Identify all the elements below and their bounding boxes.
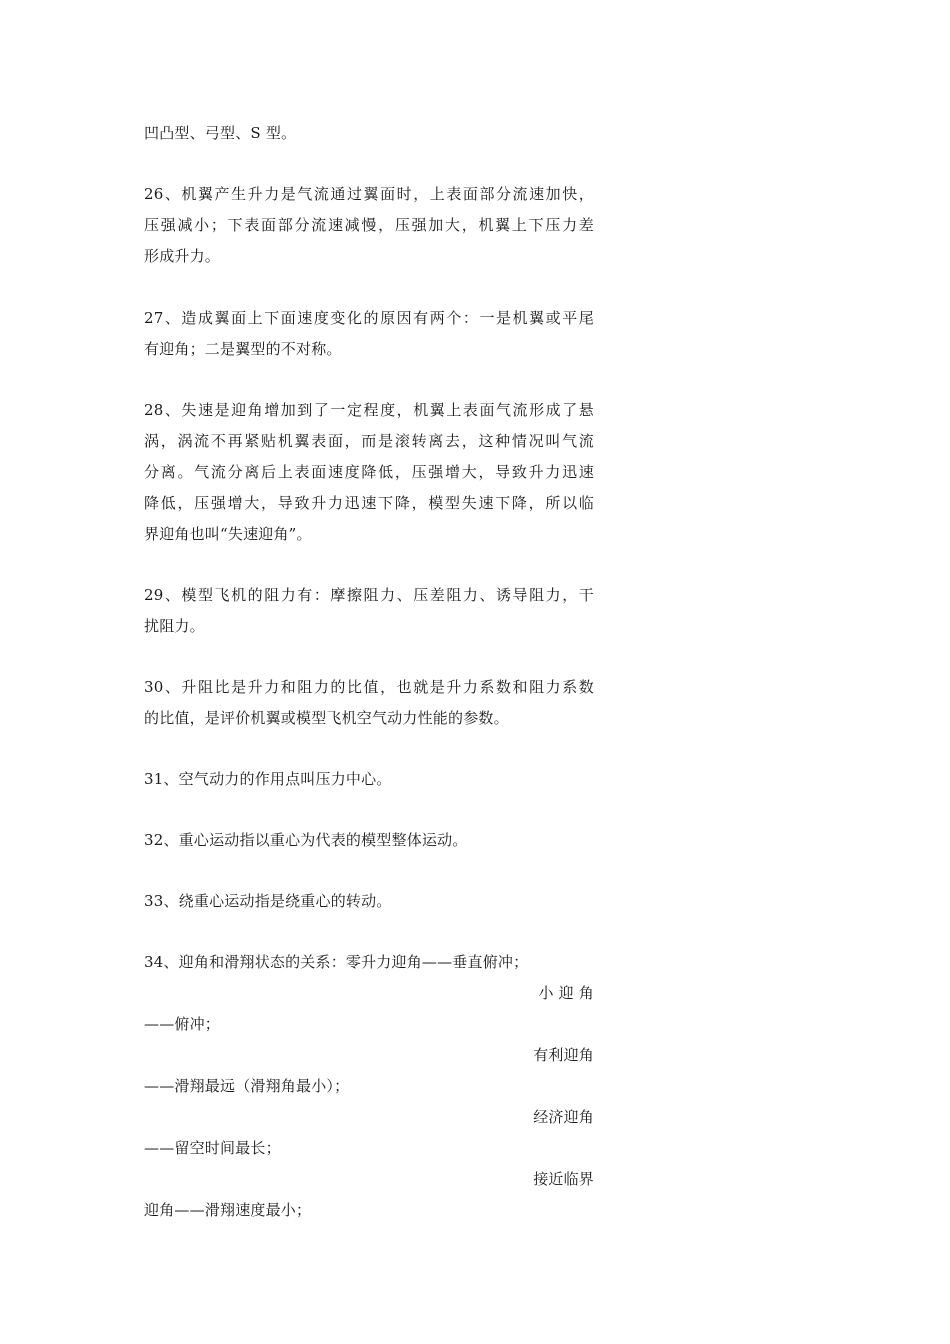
text-line-item-28-cont: 分离。气流分离后上表面速度降低，压强增大，导致升力迅速 [144, 463, 594, 481]
text-line-item-34-farthest-glide: ——滑翔最远（滑翔角最小）； [144, 1077, 350, 1095]
text-line-item-26: 26、机翼产生升力是气流通过翼面时，上表面部分流速加快， [144, 185, 594, 203]
text-line-item-30-end: 的比值，是评价机翼或模型飞机空气动力性能的参数。 [144, 709, 509, 727]
text-line-item-27: 27、造成翼面上下面速度变化的原因有两个：一是机翼或平尾 [144, 309, 594, 327]
text-line-item-29: 29、模型飞机的阻力有：摩擦阻力、压差阻力、诱导阻力，干 [144, 586, 594, 604]
text-line-item-34-small-aoa: 小 迎 角 [538, 984, 594, 1002]
text-line-item-34-dive: ——俯冲； [144, 1015, 221, 1033]
text-line-item-28-cont: 涡，涡流不再紧贴机翼表面，而是滚转离去，这种情况叫气流 [144, 432, 594, 450]
text-line-item-34-longest-time: ——留空时间最长； [144, 1139, 281, 1157]
text-line-item-28-cont: 降低，压强增大，导致升力迅速下降，模型失速下降，所以临 [144, 494, 594, 512]
text-line-item-33: 33、绕重心运动指是绕重心的转动。 [144, 892, 392, 910]
text-line-item-32: 32、重心运动指以重心为代表的模型整体运动。 [144, 831, 468, 849]
text-line-item-34: 34、迎角和滑翔状态的关系：零升力迎角——垂直俯冲； [144, 953, 529, 971]
text-line-item-27-end: 有迎角；二是翼型的不对称。 [144, 340, 342, 358]
text-line-item-31: 31、空气动力的作用点叫压力中心。 [144, 770, 392, 788]
text-line-item-30: 30、升阻比是升力和阻力的比值，也就是升力系数和阻力系数 [144, 678, 594, 696]
text-line-item-28-end: 界迎角也叫“失速迎角”。 [144, 525, 312, 543]
text-line-shapes: 凹凸型、弓型、S 型。 [144, 124, 297, 142]
text-line-item-34-economic-aoa: 经济迎角 [533, 1108, 594, 1126]
text-line-item-34-favorable-aoa: 有利迎角 [533, 1046, 594, 1064]
text-line-item-28: 28、失速是迎角增加到了一定程度，机翼上表面气流形成了悬 [144, 401, 594, 419]
text-line-item-29-end: 扰阻力。 [144, 617, 205, 635]
text-line-item-26-end: 形成升力。 [144, 247, 221, 265]
text-line-item-34-near-critical: 接近临界 [533, 1170, 594, 1188]
text-line-item-34-min-speed: 迎角——滑翔速度最小； [144, 1201, 312, 1219]
text-line-item-26-cont: 压强减小；下表面部分流速减慢，压强加大，机翼上下压力差 [144, 216, 594, 234]
